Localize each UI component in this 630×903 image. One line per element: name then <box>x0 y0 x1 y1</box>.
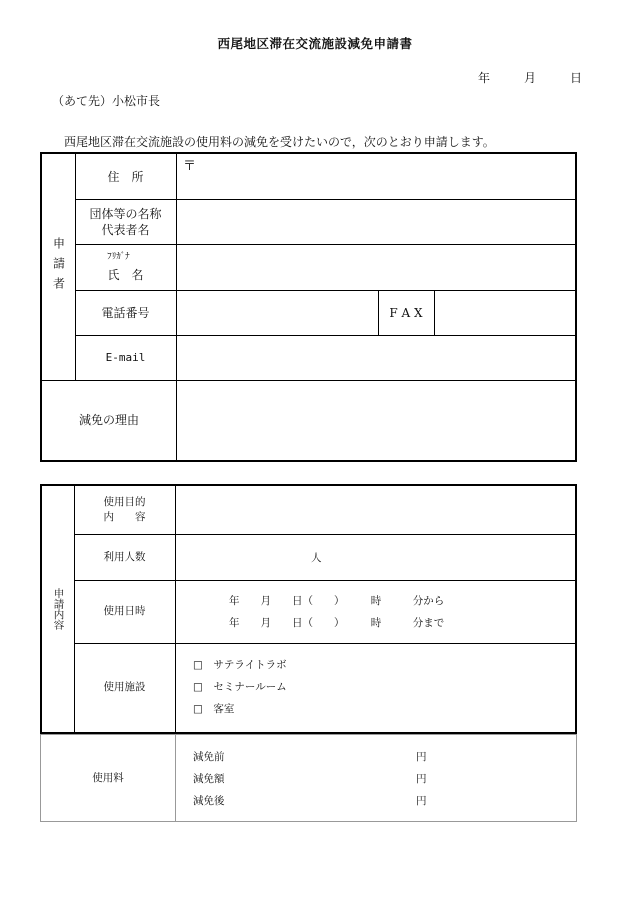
people-field[interactable] <box>176 534 575 580</box>
name-label-text: 氏 名 <box>107 268 144 282</box>
org-label-line2: 代表者名 <box>101 222 150 237</box>
org-label-line1: 団体等の名称 <box>89 206 162 221</box>
addressee: （あて先）小松市長 <box>52 94 161 108</box>
email-label: E-mail <box>105 350 146 364</box>
purpose-label-line2: 内 容 <box>103 511 146 523</box>
reason-field[interactable] <box>177 380 575 460</box>
applicant-section-label: 申請者 <box>51 237 66 297</box>
applicant-table <box>40 152 577 462</box>
fee-after-unit: 円 <box>416 795 427 807</box>
address-label: 住 所 <box>107 169 144 184</box>
fax-field[interactable] <box>435 290 575 335</box>
postal-mark: 〒 <box>183 159 197 174</box>
email-field[interactable] <box>177 335 575 380</box>
facility-label: 使用施設 <box>103 681 146 693</box>
address-field[interactable] <box>177 154 575 199</box>
reason-label: 減免の理由 <box>78 413 139 427</box>
intro-text: 西尾地区滞在交流施設の使用料の減免を受けたいので，次のとおり申請します。 <box>64 135 495 149</box>
name-field[interactable] <box>177 244 575 290</box>
fee-discount-label: 減免額 <box>193 773 225 785</box>
phone-field[interactable] <box>177 290 378 335</box>
purpose-label <box>74 486 175 534</box>
datetime-from[interactable]: 年 月 日（ ） 時 分から <box>229 595 445 607</box>
facility-option-seminar-room[interactable]: □ セミナールーム <box>193 681 287 693</box>
application-table <box>40 484 577 734</box>
people-label: 利用人数 <box>103 550 146 563</box>
furigana-label: ﾌﾘｶﾞﾅ <box>107 252 130 262</box>
page-title: 西尾地区滞在交流施設減免申請書 <box>217 36 413 51</box>
fee-table <box>40 734 577 822</box>
fee-discount-unit: 円 <box>416 773 427 785</box>
people-unit: 人 <box>311 552 322 564</box>
fee-after-label: 減免後 <box>193 795 225 807</box>
datetime-to[interactable]: 年 月 日（ ） 時 分まで <box>229 617 445 629</box>
date-month: 月 <box>524 71 537 85</box>
facility-option-satellite-lab[interactable]: □ サテライトラボ <box>193 659 287 671</box>
phone-label: 電話番号 <box>101 305 150 320</box>
datetime-label: 使用日時 <box>103 605 146 617</box>
org-label <box>75 199 176 244</box>
purpose-label-line1: 使用目的 <box>103 496 146 508</box>
facility-option-guest-room[interactable]: □ 客室 <box>193 703 235 715</box>
date-year: 年 <box>478 71 491 85</box>
purpose-field[interactable] <box>176 486 575 534</box>
application-section-label: 申請内容 <box>52 588 65 630</box>
date-day: 日 <box>570 71 583 85</box>
org-name-field[interactable] <box>177 199 575 244</box>
fee-label: 使用料 <box>92 771 124 784</box>
fee-before-label: 減免前 <box>193 751 225 763</box>
fee-before-unit: 円 <box>416 751 427 763</box>
name-label <box>75 244 176 290</box>
fax-label: F A X <box>389 305 423 320</box>
